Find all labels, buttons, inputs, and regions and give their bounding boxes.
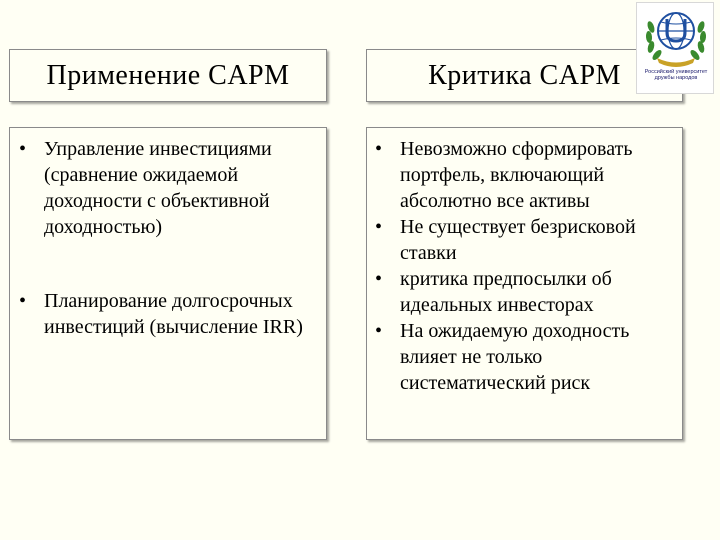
university-emblem-icon [637, 3, 715, 73]
right-bullet-item: • критика предпосылки об идеальных инвесторах [400, 266, 684, 318]
right-bullet-item: • Не существует безрисковой ставки [400, 214, 684, 266]
right-column-content-box [366, 127, 683, 440]
left-column-title: Применение CAPM [46, 59, 290, 91]
right-column-title: Критика CAPM [428, 59, 621, 91]
right-bullet-item: • Невозможно сформировать портфель, включающий абсолютно все активы [400, 136, 684, 214]
left-bullet-item: • Планирование долгосрочных инвестиций (вычисление IRR) [44, 288, 324, 340]
right-bullet-item: • На ожидаемую доходность влияет не только систематический риск [400, 318, 684, 396]
left-column-content-box [9, 127, 327, 440]
left-bullet-item: • Управление инвестициями (сравнение ожидаемой доходности с объективной доходностью) [44, 136, 324, 240]
left-bullet-list [44, 136, 324, 340]
logo-caption: Российский университет дружбы народов [644, 69, 708, 81]
right-bullet-list [400, 136, 684, 396]
left-column-title-box [9, 49, 327, 102]
university-logo [636, 2, 714, 94]
